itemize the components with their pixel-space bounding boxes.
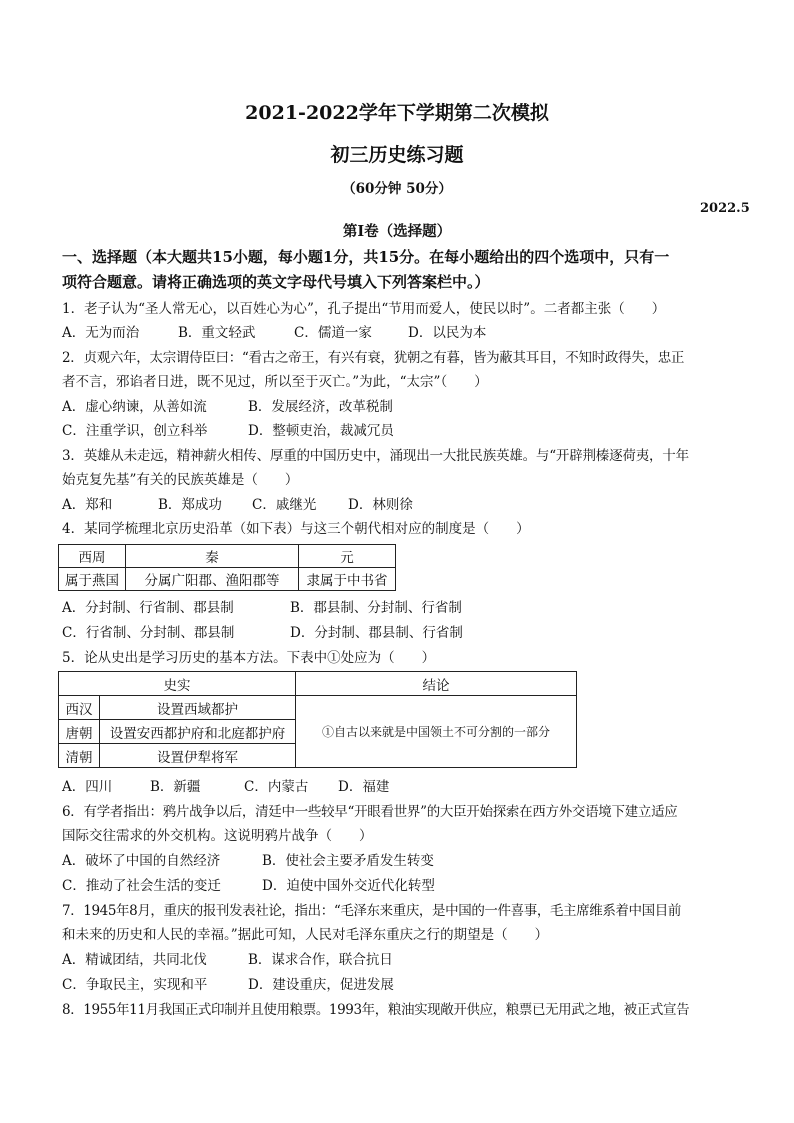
q4-option-a: A．分封制、行省制、郡县制 [62,600,234,616]
q4-table [58,544,396,591]
q3-option-b: B．郑成功 [158,497,222,513]
q5-dynasty-xihan: 西汉 [59,696,100,720]
q4-table-header-row [59,545,396,568]
section-heading: 第Ⅰ卷（选择题） [342,223,452,240]
q6-option-d: D．迫使中国外交近代化转型 [262,878,435,894]
q5-option-a: A．四川 [62,779,113,795]
q4-cell-yuan: 隶属于中书省 [299,568,396,591]
q6-option-b: B．使社会主要矛盾发生转变 [262,853,434,869]
q8-stem-line-1: 8．1955年11月我国正式印制并且使用粮票。1993年，粮油实现敞开供应，粮票已无用武之地，被正式宣告 [62,1002,690,1018]
q4-stem: 4．某同学梳理北京历史沿革（如下表）与这三个朝代相对应的制度是（ ） [62,521,530,537]
q5-event-xihan: 设置西域都护 [100,696,296,720]
q7-option-b: B．谋求合作，联合抗日 [248,952,393,968]
q4-option-d: D．分封制、郡县制、行省制 [290,625,463,641]
q5-dynasty-qing: 清朝 [59,744,100,768]
q4-cell-xizhou: 属于燕国 [59,568,126,591]
exam-duration-score: （60分钟 50分） [342,181,452,197]
q5-table-row [59,696,577,720]
exam-subtitle: 初三历史练习题 [330,144,464,166]
q4-header-xizhou: 西周 [59,545,126,568]
q5-dynasty-tang: 唐朝 [59,720,100,744]
q5-stem: 5．论从史出是学习历史的基本方法。下表中①处应为（ ） [62,650,436,666]
q7-option-d: D．建设重庆，促进发展 [248,977,394,993]
instructions-line-2: 项符合题意。请将正确选项的英文字母代号填入下列答案栏中。） [62,273,490,291]
q1-stem: 1．老子认为“圣人常无心，以百姓心为心”，孔子提出“节用而爱人，使民以时”。二者都主张（ ） [62,301,666,317]
q7-stem-line-1: 7．1945年8月，重庆的报刊发表社论，指出：“毛泽东来重庆，是中国的一件喜事，毛主席维系着中国目前 [62,903,681,919]
q3-option-c: C．戚继光 [252,497,317,513]
q5-option-b: B．新疆 [150,779,201,795]
q4-option-b: B．郡县制、分封制、行省制 [290,600,462,616]
q4-option-c: C．行省制、分封制、郡县制 [62,625,235,641]
q2-option-d: D．整顿吏治，裁减冗员 [248,423,394,439]
q3-stem-line-2: 始克复先基”有关的民族英雄是（ ） [62,472,299,488]
q3-stem-line-1: 3．英雄从未走远，精神薪火相传、厚重的中国历史中，涌现出一大批民族英雄。与“开辟荆榛逐荷夷，十年 [62,448,689,464]
q1-option-b: B．重文轻武 [178,325,256,341]
q5-table [58,671,577,768]
q5-event-qing: 设置伊犁将军 [100,744,296,768]
q4-table-row [59,568,396,591]
exam-date: 2022.5 [700,201,750,216]
q5-table-header-row [59,672,577,696]
q2-stem-line-2: 者不言，邪谄者日进，既不见过，所以至于灭亡。”为此，“太宗”（ ） [62,374,488,390]
q3-option-d: D．林则徐 [348,497,413,513]
q7-option-a: A．精诚团结，共同北伐 [62,952,207,968]
q2-stem-line-1: 2．贞观六年，太宗谓侍臣曰：“看古之帝王，有兴有衰，犹朝之有暮，皆为蔽其耳目，不知时政得失，忠正 [62,350,685,366]
q4-cell-qin: 分属广阳郡、渔阳郡等 [126,568,299,591]
q2-option-b: B．发展经济，改革税制 [248,399,393,415]
q2-option-a: A．虚心纳谏，从善如流 [62,399,207,415]
q1-option-c: C．儒道一家 [294,325,372,341]
q5-event-tang: 设置安西都护府和北庭都护府 [100,720,296,744]
exam-title: 2021-2022学年下学期第二次模拟 [245,102,549,124]
q1-option-a: A．无为而治 [62,325,140,341]
q5-header-fact: 史实 [59,672,296,696]
q1-option-d: D．以民为本 [408,325,487,341]
q7-stem-line-2: 和未来的历史和人民的幸福。”据此可知，人民对毛泽东重庆之行的期望是（ ） [62,927,549,943]
q2-option-c: C．注重学识，创立科举 [62,423,208,439]
q6-option-c: C．推动了社会生活的变迁 [62,878,221,894]
q5-header-conclusion: 结论 [296,672,577,696]
q5-conclusion: ①自古以来就是中国领土不可分割的一部分 [296,696,577,768]
q4-header-yuan: 元 [299,545,396,568]
q3-option-a: A．郑和 [62,497,113,513]
q5-option-d: D．福建 [338,779,390,795]
q6-stem-line-1: 6．有学者指出：鸦片战争以后，清廷中一些较早“开眼看世界”的大臣开始探索在西方外交语境下建立适应 [62,804,678,820]
instructions-line-1: 一、选择题（本大题共15小题，每小题1分，共15分。在每小题给出的四个选项中，只有一 [62,248,670,266]
q6-option-a: A．破坏了中国的自然经济 [62,853,221,869]
q7-option-c: C．争取民主，实现和平 [62,977,208,993]
q4-header-qin: 秦 [126,545,299,568]
q6-stem-line-2: 国际交往需求的外交机构。这说明鸦片战争（ ） [62,828,373,844]
q5-option-c: C．内蒙古 [244,779,309,795]
